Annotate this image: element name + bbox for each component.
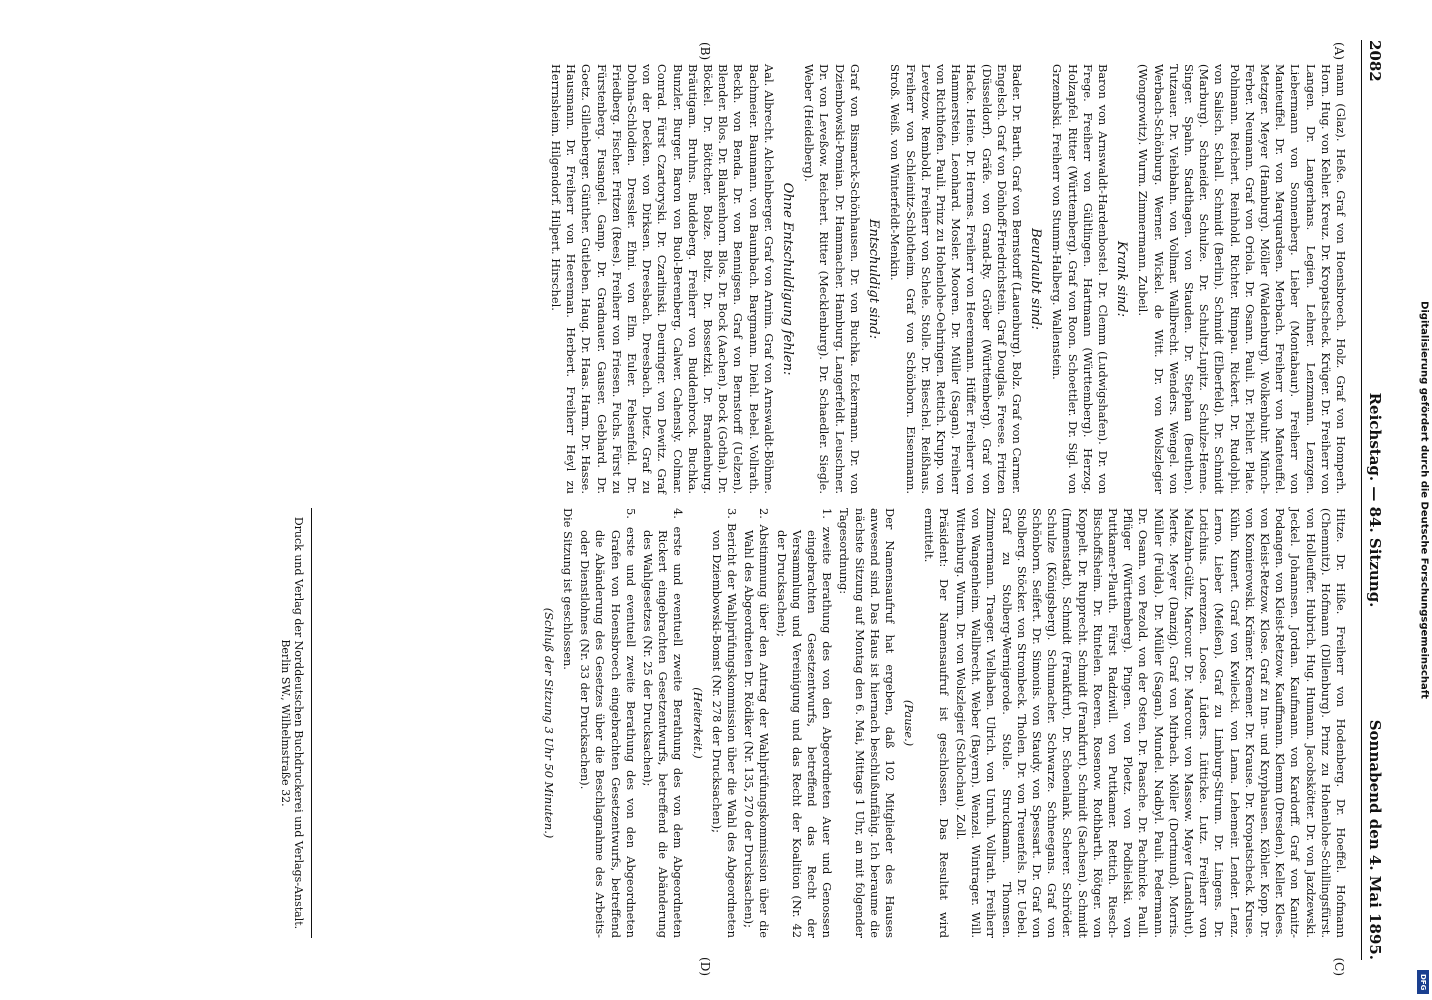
digitization-credit: Digitalisierung gefördert durch die Deutsche Forschungsgemeinschaft (1418, 301, 1430, 699)
roll-call-names: mann (Glaz). Heße. Graf von Hoensbroech. Holz. Graf von Homperh. Horn. Hug. von Kehler. Kreuz. Dr. Kropatscheck. Krüger. Dr. Freiherr von Langen. Dr. Langerhans. Legien. Lehner. Lenzmann. Lenzgen. Liebermann von Sonnenberg. Lieber (Montabaur). Freiherr von Manteuffel. Dr. von Marquardsen. Merbach. Freiherr von Manteuffel. Metzger. Meyer (Hamburg). Möller (Waldenburg). Wolkenbuhr. Münch-Ferber. Neumann. Graf von Oriola. Dr. Osann. Pauli. Dr. Pichler. Plate. Pohlmann. Reichert. Reinhold. Richter. Rimpau. Rickert. Dr. Rudolphi. von Salisch. Schall. Schmidt (Berlin). Schmidt (Elberfeld). Dr. Schmidt (Marburg). Schneider. Schulze. Dr. Schultz-Lupitz. Schulze-Henne. Singer. Spahn. Stadthagen. von Stauden. Dr. Stephan (Beuthen). Tutzauer. Dr. Viehbahn. von Vollmar. Wallbrecht. Wenders. Wengel. von Werbach-Schönburg. Werner. Wickel. de Witt. Dr. von Wolszlegier (Wongrowitz). Wurm. Zimmermann. Zubeil. (1136, 64, 1348, 494)
pause-note: (Pause.) (902, 699, 917, 747)
section-heading-ohne-entschuldigung: Ohne Entschuldigung fehlen: (780, 182, 796, 376)
section-heading-beurlaubt: Beurlaubt sind: (1028, 228, 1044, 330)
page-number: 2082 (1366, 40, 1384, 82)
section-text-ohne-entschuldigung: Aal. Albrecht. Alchelnberger. Graf von Arnim. Graf von Arnswaldt-Böhme. Bachmeier. Baumann. von Baumbach. Bargmann. Diehl. Bebel. Vollrath. Beckh. von Benda. Dr. von Bennigsen. Graf von Bernstorff (Uelzen). Blender. Blos. Dr. Blankenhorn. Blos. Dr. Bock (Aachen). Bock (Gotha). Dr. Böckel. Dr. Böttcher. Bolze. Boltz. Dr. Bossetzki. Dr. Brandenburg. Bräutigam. Bruhns. Buddeberg. Freiherr von Buddenbrock. Buchka. Bunzler. Burger. Baron von Buol-Berenberg. Calwer. Cahensly. Colmar. Conrad. Fürst Czartoryski. Dr. Czarlinski. Deuringer. von Dewitz. Graf von der Decken. von Dirksen. Dreesbach. Dreesbach. Dietz. Graf zu Dohna-Schlodien. Dressler. Ehni. von Elm. Euler. Fehsenfeld. Dr. Friedberg. Fischer. Fritzen (Rees). Freiherr von Friesen. Fuchs. Fürst zu Fürstenberg. Fusangel. Gamp. Dr. Gradnauer. Gauser. Gebhard. Dr. Goetz. Gillenberger. Günther. Gutleben. Haug. Dr. Haas. Harm. Dr. Hasse. Hausmann. Dr. Freiherr von Heereman. Herbert. Freiherr Heyl zu Herrnsheim. Hilgendorf. Hilpert. Hirschel. (549, 64, 776, 494)
result-statement: Der Namensaufruf hat ergeben, daß 102 Mitglieder des Hauses anwesend sind. Das Haus ist hiernach beschlußunfähig. Ich beraume die nächste Sitzung auf Montag den 6. Mai, Mittags 1 Uhr, an mit folgender Tagesordnung: (837, 508, 898, 938)
margin-marker-c: (C) (1332, 957, 1346, 976)
left-column (546, 64, 1348, 494)
imprint-line-1: Druck und Verlag der Norddeutschen Buchdruckerei und Verlags-Anstalt. (292, 516, 305, 930)
right-column (537, 508, 1348, 938)
roll-call-names-continued: Hitze. Dr. Hiße. Freiherr von Hodenberg. Dr. Hoeffel. Hofmann (Chemnitz). Hofmann (Dillenburg). Prinz zu Hohenlohe-Schillingsfürst. von Holleuffer. Hubrich. Hug. Humann. Jacobskötter. Dr. von Jazdzewski. Jeckel. Johannsen. Jordan. Kaufmann. von Kardorff. Graf von Kanitz-Podangen. von Kleist-Retzow. Kauffmann. Klemm (Dresden). Keller. Klees. von Kleist-Retzow. Klose. Graf zu Inn- und Knyphausen. Köhler. Kopp. Dr. von Komierowski. Krämer. Kraemer. Dr. Krause. Dr. Kropatscheck. Kruse. Kühn. Kunert. Graf von Kwilecki. von Lama. Lehemeir. Lender. Lenz. Lerno. Lieber (Meißen). Graf zu Limburg-Stirum. Dr. Lingens. Dr. Lotichius. Lorenzen. Loose. Lüders. Lütticke. Lutz. Freiherr von Maltzahn-Gültz. Marcour. Dr. Marcour. von Massow. Mayer (Landshut). Merte. Meyer (Danzig). Graf von Mirbach. Möller (Dortmund). Morris. Müller (Fulda). Dr. Müller (Sagan). Mundel. Nadbyl. Pauli. Pedermann. Dr. Osann. von Pezold. von der Osten. Dr. Paasche. Dr. Pachnicke. Paull. Pflüger (Württemberg). Pingen. von Ploetz. von Podbielski. von Puttkamer-Plauth. Fürst Radziwill. von Puttkamer. Rettich. Riesch-Bischoffsheim. Dr. Rintelen. Roeren. Rosenow. Rothbarth. Rötger. von Koppelt. Dr. Rupprecht. Schmidt (Frankfurt). Schmidt (Sachsen). Schmidt (Immenstadt). Schmidt (Frankfurt). Dr. Schoenlank. Scherer. Schröder. Schulze (Königsberg). Schumacher. Schwarze. Schneegans. Graf von Schönborn. Seifert. Dr. Simonis. von Staudy. von Spessart. Dr. Graf von Stolberg. Stöcker. von Strombeck. Tholen. Dr. von Treuenfels. Dr. Uebel. Graf zu Stolberg-Wernigerode. Stolle. Struckmann. Thomsen. Zimmermann. Traeger. Vielhaben. Ulrich. von Unruh. Vollrath. Freiherr von Wangenheim. Wallbrecht. Weber (Bayern). Wenzel. Wintrager. Will. Wittenburg. Wurm. Dr. von Wolszlegier (Schlochau). Zoll. (953, 508, 1348, 938)
section-heading-krank: Krank sind: (1114, 241, 1130, 317)
president-statement: Präsident: Der Namensaufruf ist geschlossen. Das Resultat wird ermittelt. (921, 508, 951, 938)
imprint-line-2: Berlin SW., Wilhelmstraße 32. (279, 639, 292, 807)
section-text-beurlaubt: Bader. Dr. Barth. Graf von Bernstorff (Lauenburg). Bolz. Graf von Carmer. Engelsch. Graf von Dönhoff-Friedrichstein. Graf Douglas. Freese. Fritzen (Düsseldorf). Gräfe. von Grand-Ry. Gröber (Württemberg). Graf von Hacke. Heine. Dr. Hermes. Freiherr von Heeremann. Hüffer. Freiherr von Hammerstein. Leonhard. Mosler. Mooren. Dr. Müller (Sagan). Freiherr von Richthofen. Pauli. Prinz zu Hohenlohe-Oehringen. Rettich. Krupp. von Levetzow. Rembold. Freiherr von Schele. Stolle. Dr. Bieschel. Reißhaus. Freiherr von Schleinitz-Schlotheim. Graf von Schönborn. Eisenmann. Stroß. Weiß. von Winterfeldt-Menkin. (888, 64, 1024, 494)
agenda-item-4: 4. erste und eventuell zweite Berathung des von dem Abgeordneten Rickert eingebrachten Gesetzentwurfs, betreffend die Abänderung des Wahlgesetzes (Nr. 25 der Drucksachen); (641, 508, 686, 938)
margin-marker-a: (A) (1332, 42, 1346, 61)
page-title: Reichstag. — 84. Sitzung. (1366, 392, 1384, 608)
section-text-entschuldigt: Graf von Bismarck-Schönhausen. Dr. von Buchka. Eckermann. Dr. von Dziembowski-Pomian. Dr. Hammacher. Hamburg. Langerfeldt. Leuschner. Dr. von Leveßow. Reichert. Ritter (Mecklenburg). Dr. Schaedler. Siegle. Weber (Heidelberg). (802, 64, 862, 494)
margin-marker-d: (D) (698, 957, 712, 976)
agenda-item-2: 2. Abstimmung über den Antrag der Wahlprüfungskommission über die Wahl des Abgeordneten Dr. Rödiker (Nr. 135, 270 der Drucksachen); (742, 508, 772, 938)
section-text-krank: Baron von Arnswaldt-Hardenbostel. Dr. Clemm (Ludwigshafen). Dr. von Frege. Freiherr von Gültlingen. Hartmann (Württemberg). Herzog. Holzapfel. Ritter (Württemberg). Graf von Roon. Schoettler. Dr. Sigl. von Grzembski. Freiherr von Stumm-Halberg. Wallenstein. (1050, 64, 1110, 494)
agenda-item-5: 5. erste und eventuell zweite Berathung des von den Abgeordneten Grafen von Hoensbroech eingebrachten Gesetzentwurfs, betreffend die Abänderung des Gesetzes über die Beschlagnahme des Arbeits- oder Dienstlohnes (Nr. 33 der Drucksachen). (578, 508, 638, 938)
printer-imprint (279, 508, 312, 938)
agenda-item-3: 3. Bericht der Wahlprüfungskommission über die Wahl des Abgeordneten von Dziembowski-Bomst (Nr. 278 der Drucksachen); (709, 508, 740, 938)
section-heading-entschuldigt: Entschuldigt sind: (866, 218, 882, 339)
agenda-item-1: 1. zweite Berathung des von den Abgeordneten Auer und Genossen eingebrachten Gesetzentwurfs, betreffend das Recht der Versammlung und Vereinigung und das Recht der Koalition (Nr. 42 der Drucksachen); (774, 508, 835, 938)
margin-marker-b: (B) (698, 42, 712, 61)
page-header (1361, 40, 1384, 960)
session-date: Sonnabend den 4. Mai 1895. (1366, 719, 1384, 960)
dfg-logo-icon: DFG (1417, 970, 1429, 994)
session-end-note: (Schluß der Sitzung 3 Uhr 50 Minuten.) (541, 607, 556, 839)
heiterkeit-note: (Heiterkeit.) (690, 687, 705, 759)
closing-statement: Die Sitzung ist geschlossen. (561, 508, 576, 670)
